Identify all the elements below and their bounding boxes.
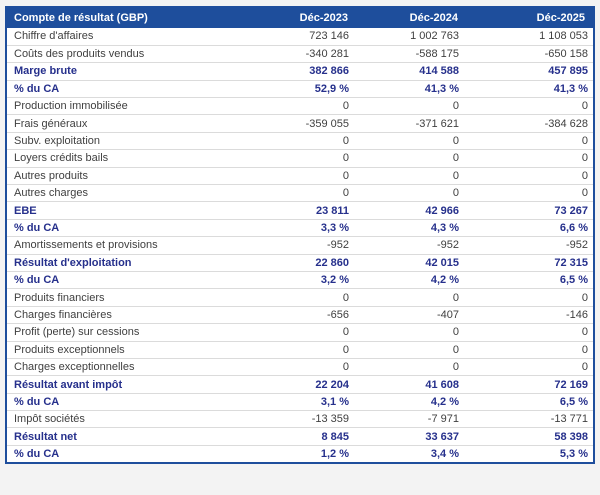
cell-value: 6,6 % bbox=[466, 219, 594, 236]
table-row bbox=[6, 98, 594, 115]
cell-value: 52,9 % bbox=[246, 80, 356, 97]
table-row bbox=[6, 63, 594, 80]
row-label: Coûts des produits vendus bbox=[6, 45, 246, 62]
table-row bbox=[6, 237, 594, 254]
cell-value: 0 bbox=[356, 324, 466, 341]
table-body bbox=[6, 28, 594, 463]
cell-value: 0 bbox=[466, 150, 594, 167]
cell-value: 0 bbox=[356, 98, 466, 115]
cell-value: 0 bbox=[466, 185, 594, 202]
cell-value: 0 bbox=[356, 150, 466, 167]
cell-value: 22 204 bbox=[246, 376, 356, 393]
row-label: Chiffre d'affaires bbox=[6, 28, 246, 45]
table-row bbox=[6, 306, 594, 323]
cell-value: -650 158 bbox=[466, 45, 594, 62]
cell-value: 41,3 % bbox=[466, 80, 594, 97]
table-row bbox=[6, 219, 594, 236]
row-label: Subv. exploitation bbox=[6, 132, 246, 149]
cell-value: -359 055 bbox=[246, 115, 356, 132]
column-header-dec-2025: Déc-2025 bbox=[466, 7, 594, 28]
cell-value: 0 bbox=[246, 98, 356, 115]
row-label: EBE bbox=[6, 202, 246, 219]
income-statement-container bbox=[5, 6, 595, 464]
cell-value: 0 bbox=[466, 289, 594, 306]
row-label: % du CA bbox=[6, 393, 246, 410]
cell-value: -384 628 bbox=[466, 115, 594, 132]
cell-value: 0 bbox=[466, 358, 594, 375]
cell-value: 22 860 bbox=[246, 254, 356, 271]
cell-value: 1 002 763 bbox=[356, 28, 466, 45]
cell-value: 6,5 % bbox=[466, 393, 594, 410]
table-header-row bbox=[6, 7, 594, 28]
cell-value: 33 637 bbox=[356, 428, 466, 445]
table-row bbox=[6, 80, 594, 97]
cell-value: 8 845 bbox=[246, 428, 356, 445]
row-label: Production immobilisée bbox=[6, 98, 246, 115]
cell-value: 0 bbox=[246, 167, 356, 184]
row-label: Résultat net bbox=[6, 428, 246, 445]
cell-value: 0 bbox=[466, 132, 594, 149]
row-label: Autres charges bbox=[6, 185, 246, 202]
table-row bbox=[6, 167, 594, 184]
row-label: Impôt sociétés bbox=[6, 411, 246, 428]
row-label: Produits exceptionnels bbox=[6, 341, 246, 358]
cell-value: 41,3 % bbox=[356, 80, 466, 97]
cell-value: 3,3 % bbox=[246, 219, 356, 236]
table-row bbox=[6, 428, 594, 445]
table-row bbox=[6, 45, 594, 62]
cell-value: 0 bbox=[246, 132, 356, 149]
cell-value: 457 895 bbox=[466, 63, 594, 80]
table-row bbox=[6, 376, 594, 393]
cell-value: -656 bbox=[246, 306, 356, 323]
cell-value: 72 169 bbox=[466, 376, 594, 393]
table-row bbox=[6, 28, 594, 45]
cell-value: 42 015 bbox=[356, 254, 466, 271]
cell-value: 0 bbox=[466, 324, 594, 341]
table-row bbox=[6, 150, 594, 167]
row-label: Produits financiers bbox=[6, 289, 246, 306]
cell-value: 5,3 % bbox=[466, 445, 594, 462]
income-statement-table bbox=[5, 6, 595, 464]
cell-value: 4,2 % bbox=[356, 393, 466, 410]
cell-value: 0 bbox=[246, 341, 356, 358]
cell-value: 0 bbox=[356, 185, 466, 202]
cell-value: 23 811 bbox=[246, 202, 356, 219]
table-title: Compte de résultat (GBP) bbox=[6, 7, 246, 28]
row-label: Amortissements et provisions bbox=[6, 237, 246, 254]
cell-value: 0 bbox=[246, 185, 356, 202]
row-label: % du CA bbox=[6, 219, 246, 236]
cell-value: 4,2 % bbox=[356, 271, 466, 288]
row-label: Loyers crédits bails bbox=[6, 150, 246, 167]
row-label: Charges financières bbox=[6, 306, 246, 323]
cell-value: 0 bbox=[356, 132, 466, 149]
cell-value: 0 bbox=[466, 98, 594, 115]
table-row bbox=[6, 289, 594, 306]
cell-value: 3,1 % bbox=[246, 393, 356, 410]
cell-value: 41 608 bbox=[356, 376, 466, 393]
row-label: Résultat d'exploitation bbox=[6, 254, 246, 271]
cell-value: -407 bbox=[356, 306, 466, 323]
cell-value: 0 bbox=[356, 341, 466, 358]
table-row bbox=[6, 254, 594, 271]
column-header-dec-2024: Déc-2024 bbox=[356, 7, 466, 28]
cell-value: -13 359 bbox=[246, 411, 356, 428]
table-row bbox=[6, 445, 594, 462]
row-label: % du CA bbox=[6, 80, 246, 97]
table-row bbox=[6, 324, 594, 341]
cell-value: 0 bbox=[246, 358, 356, 375]
cell-value: -13 771 bbox=[466, 411, 594, 428]
cell-value: 0 bbox=[246, 150, 356, 167]
table-row bbox=[6, 341, 594, 358]
cell-value: 73 267 bbox=[466, 202, 594, 219]
cell-value: 414 588 bbox=[356, 63, 466, 80]
cell-value: -146 bbox=[466, 306, 594, 323]
table-row bbox=[6, 393, 594, 410]
cell-value: -7 971 bbox=[356, 411, 466, 428]
cell-value: 42 966 bbox=[356, 202, 466, 219]
cell-value: 1 108 053 bbox=[466, 28, 594, 45]
cell-value: 0 bbox=[466, 341, 594, 358]
row-label: Autres produits bbox=[6, 167, 246, 184]
row-label: % du CA bbox=[6, 271, 246, 288]
cell-value: 3,2 % bbox=[246, 271, 356, 288]
cell-value: 4,3 % bbox=[356, 219, 466, 236]
cell-value: 0 bbox=[356, 289, 466, 306]
cell-value: 0 bbox=[466, 167, 594, 184]
cell-value: 0 bbox=[356, 167, 466, 184]
row-label: Charges exceptionnelles bbox=[6, 358, 246, 375]
row-label: Marge brute bbox=[6, 63, 246, 80]
table-row bbox=[6, 271, 594, 288]
cell-value: -371 621 bbox=[356, 115, 466, 132]
cell-value: 382 866 bbox=[246, 63, 356, 80]
table-row bbox=[6, 202, 594, 219]
table-row bbox=[6, 132, 594, 149]
table-row bbox=[6, 185, 594, 202]
cell-value: -952 bbox=[466, 237, 594, 254]
cell-value: 3,4 % bbox=[356, 445, 466, 462]
cell-value: 6,5 % bbox=[466, 271, 594, 288]
cell-value: -952 bbox=[356, 237, 466, 254]
row-label: Résultat avant impôt bbox=[6, 376, 246, 393]
cell-value: 58 398 bbox=[466, 428, 594, 445]
column-header-dec-2023: Déc-2023 bbox=[246, 7, 356, 28]
row-label: Frais généraux bbox=[6, 115, 246, 132]
table-row bbox=[6, 358, 594, 375]
row-label: % du CA bbox=[6, 445, 246, 462]
table-row bbox=[6, 411, 594, 428]
row-label: Profit (perte) sur cessions bbox=[6, 324, 246, 341]
cell-value: -952 bbox=[246, 237, 356, 254]
cell-value: 72 315 bbox=[466, 254, 594, 271]
cell-value: 1,2 % bbox=[246, 445, 356, 462]
cell-value: 0 bbox=[356, 358, 466, 375]
cell-value: 0 bbox=[246, 289, 356, 306]
cell-value: 723 146 bbox=[246, 28, 356, 45]
cell-value: -588 175 bbox=[356, 45, 466, 62]
cell-value: 0 bbox=[246, 324, 356, 341]
table-row bbox=[6, 115, 594, 132]
cell-value: -340 281 bbox=[246, 45, 356, 62]
